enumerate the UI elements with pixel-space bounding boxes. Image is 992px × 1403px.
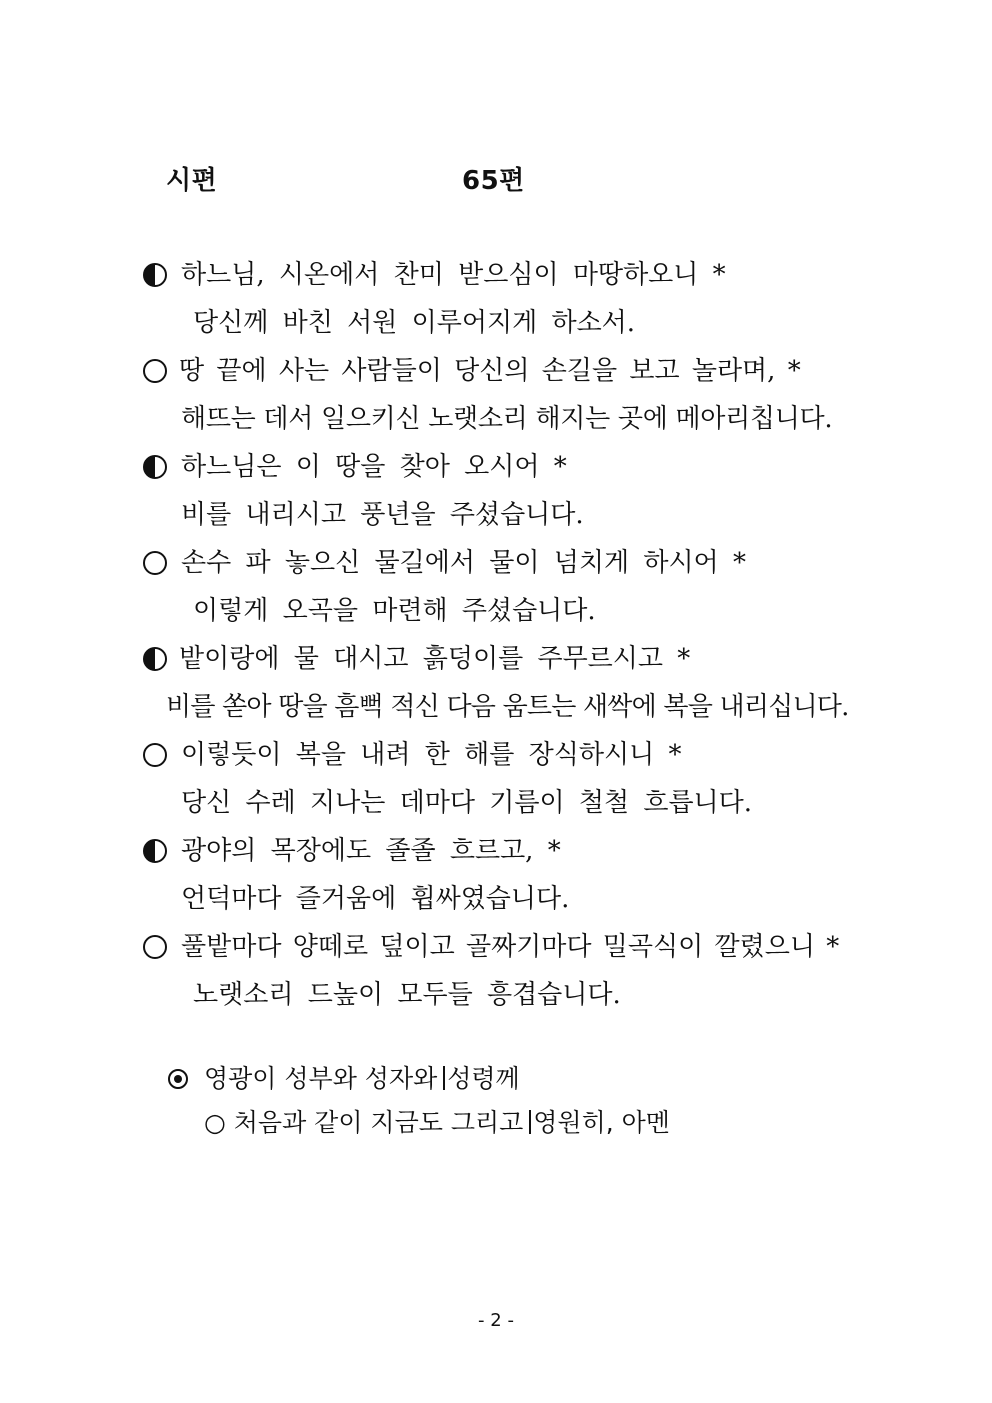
open-circle-icon: [143, 551, 167, 575]
verse-second-line: 언덕마다 즐거움에 휩싸였습니다.: [181, 884, 570, 914]
doxology-line-1-text: 성령께: [447, 1064, 520, 1093]
verse-second-line: 노랫소리 드높이 모두들 흥겹습니다.: [193, 980, 621, 1010]
verse-first-line: 손수 파 놓으신 물길에서 물이 넘치게 하시어 *: [181, 548, 746, 578]
verse-first-line: 하느님은 이 땅을 찾아 오시어 *: [181, 452, 567, 482]
open-circle-icon: ○: [204, 1108, 226, 1137]
verse-second-line: 비를 내리시고 풍년을 주셨습니다.: [181, 500, 584, 530]
verse-second-line: 당신께 바친 서원 이루어지게 하소서.: [193, 308, 636, 338]
half-filled-circle-icon: [143, 263, 167, 287]
pause-mark: [443, 1066, 445, 1090]
verse-second-line: 해뜨는 데서 일으키신 노랫소리 해지는 곳에 메아리칩니다.: [181, 404, 833, 434]
verse-first-line: 이렇듯이 복을 내려 한 해를 장식하시니 *: [181, 740, 682, 770]
half-filled-circle-icon: [143, 455, 167, 479]
doxology-line-2-text: 영원히, 아멘: [533, 1108, 670, 1137]
book-title: 시편: [166, 166, 218, 196]
doxology-line-2: [204, 1106, 670, 1140]
verse-second-line: 이렇게 오곡을 마련해 주셨습니다.: [193, 596, 596, 626]
page-number: - 2 -: [478, 1310, 514, 1331]
verse-first-line: 땅 끝에 사는 사람들이 당신의 손길을 보고 놀라며, *: [179, 356, 801, 386]
open-circle-icon: [143, 935, 167, 959]
half-filled-circle-icon: [143, 839, 167, 863]
doxology-line-1-text: 영광이 성부와 성자와: [204, 1064, 438, 1093]
psalm-number: 65편: [462, 166, 525, 196]
verse-first-line: 하느님, 시온에서 찬미 받으심이 마땅하오니 *: [181, 260, 726, 290]
pause-mark: [529, 1110, 531, 1134]
half-filled-circle-icon: [143, 647, 167, 671]
verse-first-line: 광야의 목장에도 졸졸 흐르고, *: [181, 836, 561, 866]
verse-first-line: 풀밭마다 양떼로 덮이고 골짜기마다 밀곡식이 깔렸으니 *: [181, 932, 840, 962]
verse-second-line: 비를 쏟아 땅을 흠뻑 적신 다음 움트는 새싹에 복을 내리십니다.: [166, 692, 849, 722]
open-circle-icon: [143, 743, 167, 767]
doxology-line-2-text: 처음과 같이 지금도 그리고: [233, 1108, 524, 1137]
verse-first-line: 밭이랑에 물 대시고 흙덩이를 주무르시고 *: [179, 644, 691, 674]
doxology-line-1: [204, 1062, 520, 1096]
verse-second-line: 당신 수레 지나는 데마다 기름이 철철 흐릅니다.: [181, 788, 753, 818]
bullseye-circle-icon: [168, 1069, 188, 1089]
open-circle-icon: [143, 359, 167, 383]
